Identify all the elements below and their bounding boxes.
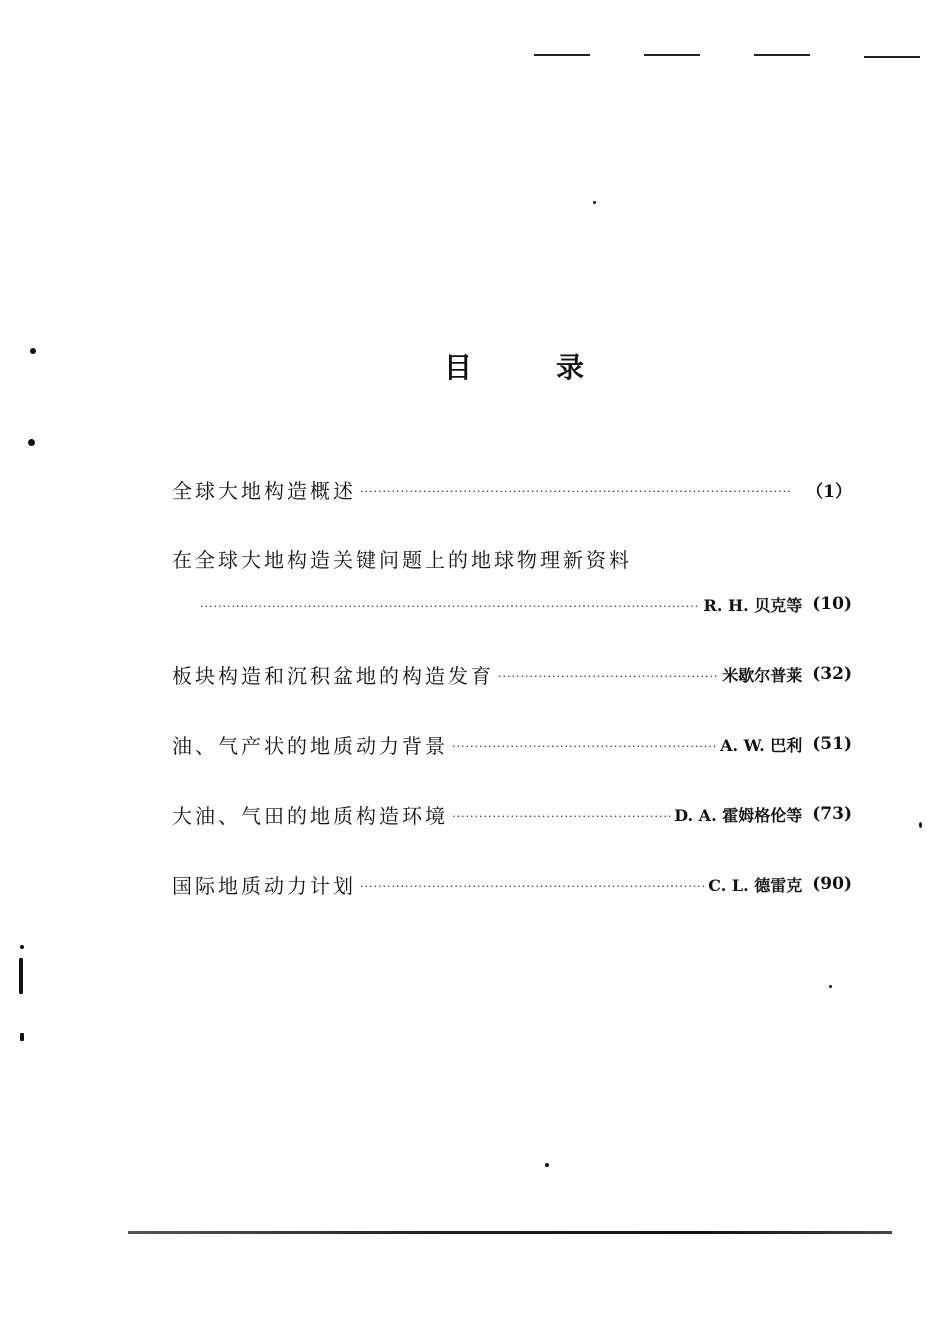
toc-entry-author: A. W. 巴利 bbox=[720, 735, 803, 755]
dot-leader bbox=[360, 869, 704, 899]
toc-entry-5[interactable] bbox=[172, 799, 852, 829]
footer-rule bbox=[128, 1231, 892, 1234]
toc-entry-3[interactable] bbox=[172, 659, 852, 689]
page-title-char-right: 录 bbox=[555, 351, 584, 384]
scan-speck bbox=[28, 439, 35, 446]
scan-speck bbox=[30, 348, 36, 354]
scan-speck bbox=[545, 1163, 549, 1167]
scan-speck bbox=[919, 822, 922, 828]
page-title bbox=[444, 346, 584, 386]
toc-entry-author: C. L. 德雷克 bbox=[708, 875, 803, 895]
toc-entry-title: 在全球大地构造关键问题上的地球物理新资料 bbox=[172, 547, 632, 572]
toc-entry-page: (73) bbox=[812, 804, 852, 824]
header-rule bbox=[864, 56, 920, 58]
toc-entry-2[interactable] bbox=[172, 543, 852, 573]
toc-entry-author: D. A. 霍姆格伦等 bbox=[674, 805, 803, 825]
dot-leader bbox=[498, 659, 718, 689]
toc-entry-page: (90) bbox=[812, 874, 852, 894]
toc-entry-author: R. H. 贝克等 bbox=[703, 595, 803, 615]
header-rule bbox=[534, 54, 590, 56]
toc-entry-2-continuation[interactable] bbox=[200, 589, 852, 619]
scan-speck bbox=[593, 201, 596, 204]
dot-leader bbox=[200, 589, 700, 619]
toc-entry-page: (32) bbox=[812, 664, 852, 684]
toc-entry-title: 大油、气田的地质构造环境 bbox=[172, 803, 448, 828]
header-rule bbox=[644, 54, 700, 56]
toc-entry-page: （1） bbox=[806, 481, 852, 502]
toc-entry-title: 油、气产状的地质动力背景 bbox=[172, 733, 448, 758]
dot-leader bbox=[452, 729, 716, 759]
toc-entry-1[interactable] bbox=[172, 474, 852, 504]
toc-entry-4[interactable] bbox=[172, 729, 852, 759]
toc-entry-page: (10) bbox=[812, 594, 852, 614]
scan-speck bbox=[20, 1033, 24, 1041]
scan-speck bbox=[19, 958, 23, 994]
scan-speck bbox=[20, 945, 24, 949]
toc-entry-page: (51) bbox=[812, 734, 852, 754]
toc-entry-author: 米歇尔普莱 bbox=[722, 665, 803, 685]
toc-entry-6[interactable] bbox=[172, 869, 852, 899]
dot-leader bbox=[360, 474, 792, 504]
header-rule bbox=[754, 54, 810, 56]
toc-entry-title: 板块构造和沉积盆地的构造发育 bbox=[172, 663, 494, 688]
toc-entry-title: 全球大地构造概述 bbox=[172, 478, 356, 503]
page-title-char-left: 目 bbox=[444, 351, 473, 384]
dot-leader bbox=[452, 799, 670, 829]
scan-speck bbox=[829, 985, 832, 988]
toc-entry-title: 国际地质动力计划 bbox=[172, 873, 356, 898]
